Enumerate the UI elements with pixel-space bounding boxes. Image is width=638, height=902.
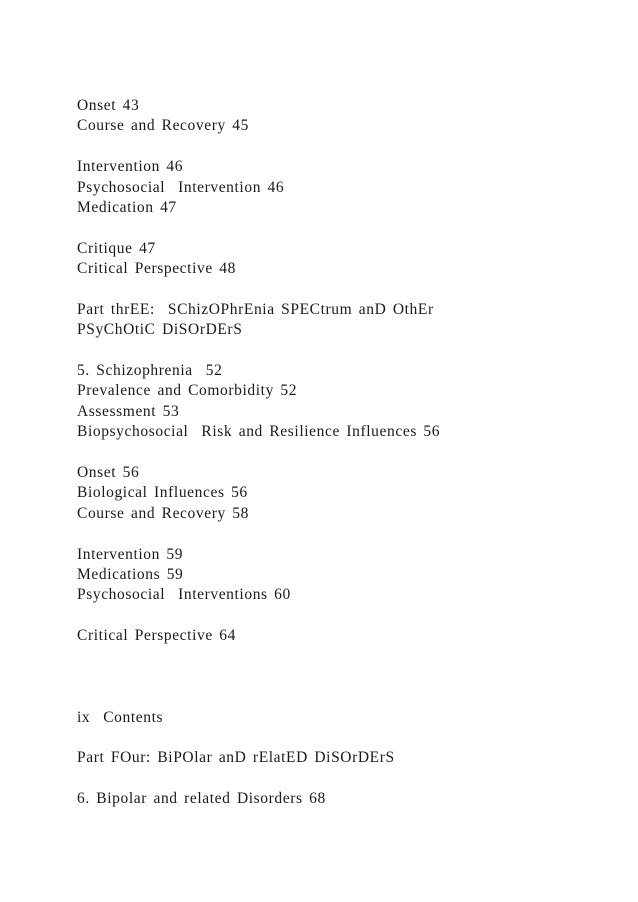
toc-entry-prevalence: Prevalence and Comorbidity 52: [77, 382, 298, 400]
toc-entry-critical-perspective-2: Critical Perspective 64: [77, 627, 236, 645]
chapter-heading-bipolar: 6. Bipolar and related Disorders 68: [77, 790, 326, 808]
toc-entry-psychosocial-interventions: Psychosocial Interventions 60: [77, 586, 291, 604]
page-header-contents: ix Contents: [77, 708, 164, 726]
spacer: [77, 218, 617, 238]
toc-entry-biopsychosocial: Biopsychosocial Risk and Resilience Influences 56: [77, 423, 441, 441]
chapter-heading-schizophrenia: 5. Schizophrenia 52: [77, 362, 223, 380]
spacer: [77, 137, 617, 157]
spacer: [77, 606, 617, 626]
toc-entry-assessment: Assessment 53: [77, 402, 180, 420]
toc-entry-medications: Medications 59: [77, 565, 184, 583]
toc-entry-intervention-2: Intervention 59: [77, 545, 184, 563]
part-heading-three-line2: PSyChOtiC DiSOrDErS: [77, 321, 243, 339]
toc-entry-psychosocial-intervention: Psychosocial Intervention 46: [77, 178, 285, 196]
toc-entry-intervention: Intervention 46: [77, 158, 184, 176]
part-heading-four: Part FOur: BiPOlar anD rElatED DiSOrDErS: [77, 749, 395, 767]
toc-entry-onset-2: Onset 56: [77, 464, 140, 482]
document-page: [77, 96, 617, 810]
toc-entry-course-and-recovery: Course and Recovery 45: [77, 117, 250, 135]
spacer: [77, 280, 617, 300]
toc-entry-onset: Onset 43: [77, 97, 140, 114]
toc-entry-critique: Critique 47: [77, 239, 156, 257]
spacer: [77, 443, 617, 463]
spacer: [77, 524, 617, 544]
toc-entry-medication: Medication 47: [77, 198, 177, 216]
spacer: [77, 647, 617, 708]
part-heading-three-line1: Part thrEE: SChizOPhrEnia SPECtrum anD OthEr: [77, 300, 434, 318]
spacer: [77, 728, 617, 748]
spacer: [77, 341, 617, 361]
spacer: [77, 769, 617, 789]
toc-entry-course-and-recovery-2: Course and Recovery 58: [77, 504, 250, 522]
toc-entry-biological-influences: Biological Influences 56: [77, 484, 248, 502]
toc-entry-critical-perspective: Critical Perspective 48: [77, 260, 236, 278]
